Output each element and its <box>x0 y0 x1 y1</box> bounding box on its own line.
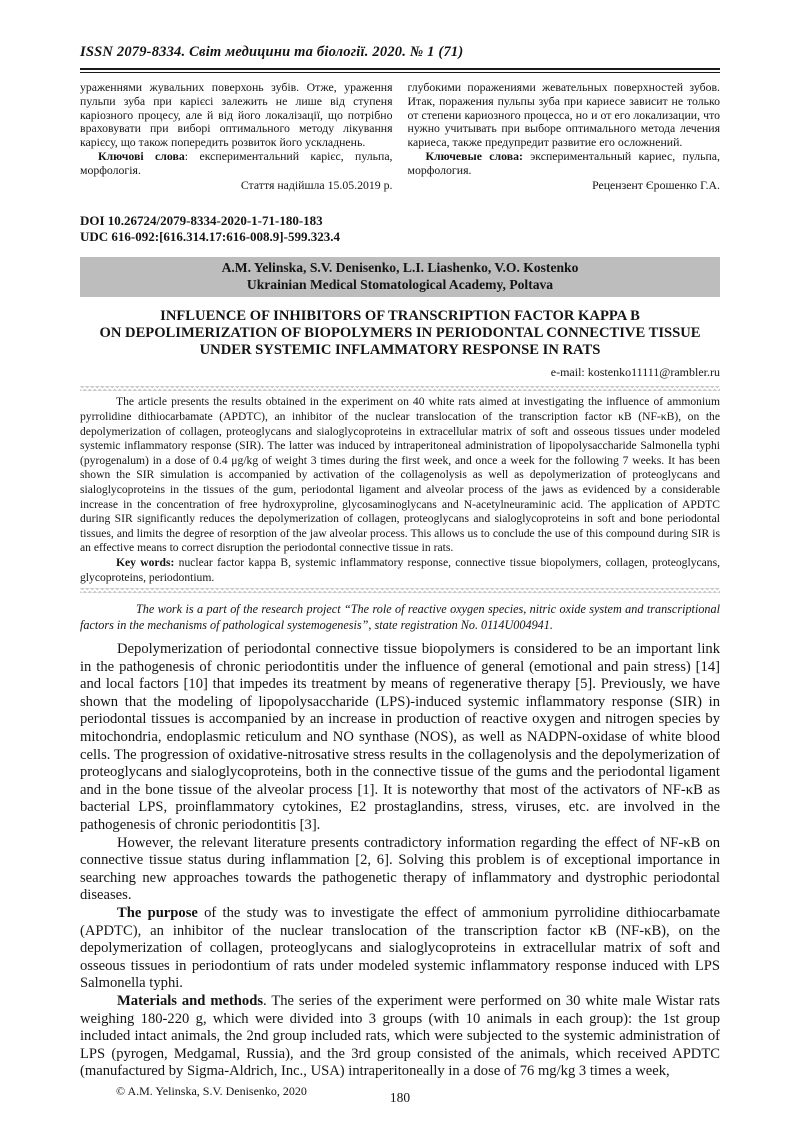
article-body <box>80 641 720 1081</box>
summary-text-ru: глубокими поражениями жевательных поверхностей зубов. Итак, поражения пульпы зуба при кариесе зависит не только от степени кариозного процесса, но и от его локализации, что нужно учитывать при выборе оптимального метода лечения кариеса, также предупредит развитие его осложнений. <box>407 80 720 150</box>
article-title-line-2: ON DEPOLIMERIZATION OF BIOPOLYMERS IN PERIODONTAL CONNECTIVE TISSUE <box>99 325 701 342</box>
body-paragraph-methods <box>80 993 720 1081</box>
identifier-block <box>80 213 720 245</box>
purpose-text: of the study was to investigate the effect of ammonium pyrrolidine dithiocarbamate (APDTC), an inhibitor of the nuclear translocation of the transcription factor κB (NF-κB), on the depolymerization of collagen, proteoglycans and sialoglycoproteins in extracellular matrix of soft and osseous tissues in periodontium of rats under modeled systemic inflammatory response induced with LPS Salmonella typhi. <box>80 905 720 992</box>
abstract-keywords <box>80 556 720 585</box>
keywords-text-ua: : експериментальний карієс, пульпа, морфологія. <box>80 148 393 177</box>
methods-lead: Materials and methods <box>117 992 264 1009</box>
journal-header: ISSN 2079-8334. Світ медицини та біології. 2020. № 1 (71) <box>80 44 464 60</box>
methods-text: . The series of the experiment were performed on 30 white male Wistar rats weighing 180-220 g, which were divided into 3 groups (with 10 animals in each group): the 1st group included intact animals, the 2nd group included rats, which were subjected to the systemic administration of LPS (pyrogen, Medgamal, Russia), and the 3rd group consisted of the animals, which received APDTC (manufactured by Sigma-Aldrich, Inc., USA) intraperitoneally in a dose of 76 mg/kg 3 times a week, <box>80 992 720 1080</box>
keywords-text-ru: экспериментальный кариес, пульпа, морфология. <box>407 148 720 177</box>
abstract-keywords-text: nuclear factor kappa B, systemic inflammatory response, connective tissue biopolymers, collagen, proteoglycans, glycoproteins, periodontium. <box>80 555 720 584</box>
doi-line: DOI 10.26724/2079-8334-2020-1-71-180-183 <box>80 213 323 229</box>
abstract-text: The article presents the results obtained in the experiment on 40 white rats aimed at investigating the influence of ammonium pyrrolidine dithiocarbamate (APDTC), an inhibitor of the nuclear translocation of the transcription factor κB (NF-κB), on the depolymerization of collagen, proteoglycans and sialoglycoproteins in extracellular matrix of soft and osseous tissues under modeled systemic inflammatory response (SIR). The latter was induced by intraperitoneal administration of lipopolysaccharide Salmonella typhi (pyrogenalum) in a dose of 0.4 μg/kg of weight 3 times during the first week, and once a week for the following 7 weeks. It has been shown the SIR simulation is accompanied by activation of the collagenolysis as well as depolymerization of proteoglycans and sialoglycoproteins in the tissues of the gum, periodontal ligament and alveolar process of the jaws as evidenced by a considerable increase in the concentration of free hydroxyproline, glycosaminoglycans and N-acetylneuraminic acid. The application of APDTC during SIR significantly reduces the depolymerization of collagen, proteoglycans and sialoglycoproteins in soft and bone periodontal tissues, and limits the degree of resorption of the jaw alveolar process. This allows us to conclude the use of this compound during SIR is an effective means to correct disruption the periodontal connective tissue in rats. <box>80 395 720 555</box>
authors-line: A.M. Yelinska, S.V. Denisenko, L.I. Liashenko, V.O. Kostenko <box>221 260 579 276</box>
abstract-keywords-label: Key words: <box>116 555 175 569</box>
page-footer <box>80 1081 720 1125</box>
affiliation-line: Ukrainian Medical Stomatological Academy, Poltava <box>246 276 554 292</box>
abstract-section <box>80 386 720 593</box>
prev-article-right-column <box>408 81 721 192</box>
footer-copyright: © A.M. Yelinska, S.V. Denisenko, 2020 <box>116 1083 307 1098</box>
purpose-lead: The purpose <box>117 905 198 921</box>
previous-article-summaries <box>80 81 720 192</box>
prev-article-left-column <box>80 81 393 192</box>
keywords-label-ru: Ключевые слова: <box>425 148 523 163</box>
abstract-body <box>80 391 720 588</box>
abstract-zigzag-divider-bottom <box>80 588 720 593</box>
body-paragraph-intro: Depolymerization of periodontal connective tissue biopolymers is considered to be an important link in the pathogenesis of chronic periodontitis under the influence of general (emotional and pain stress) [14] and local factors [10] that impedes its treatment by means of regenerative therapy [5]. Previously, we have shown that the modeling of lipopolysaccharide (LPS)-induced systemic inflammatory response (SIR) in periodontal tissues is accompanied by an increase in production of reactive oxygen and nitrogen species by mitochondria, endoplasmic reticulum and NO synthase (NOS), as well as NADPN-oxidase of white blood cells. The progression of oxidative-nitrosative stress results in the collagenolysis and the depolymerization of proteoglycans and sialoglycoproteins, both in the connective tissue of the gums and the periodontal ligament and in the bone tissue of the alveolar process [1]. It is noteworthy that most of the activators of NF-κB as bacterial LPS, proinflammatory cytokines, E2 prostaglandins, stress, viruses, etc. are involved in the pathogenesis of chronic periodontitis [3]. <box>80 641 720 834</box>
summary-text-ua: ураженнями жувальних поверхонь зубів. Отже, ураження пульпи зуба при карієсі залежить не лише від ступеня каріозного процесу, але й від його локалізації, що потрібно враховувати при виборі оптимального методу лікування карієсу, що також попередить розвиток його ускладнень. <box>80 80 393 150</box>
body-paragraph-purpose <box>80 905 720 993</box>
authors-band <box>80 257 720 297</box>
keywords-label-ua: Ключові слова <box>98 148 185 163</box>
article-received-date: Стаття надійшла 15.05.2019 р. <box>240 177 393 192</box>
article-title <box>80 308 720 359</box>
header-double-rule <box>80 68 720 73</box>
article-title-line-1: INFLUENCE OF INHIBITORS OF TRANSCRIPTION FACTOR KAPPA B <box>160 308 640 325</box>
reviewer-note: Рецензент Єрошенко Г.А. <box>592 177 720 192</box>
email-line: e-mail: kostenko11111@rambler.ru <box>550 365 720 380</box>
udc-line: UDC 616-092:[616.314.17:616-008.9]-599.323.4 <box>80 229 340 245</box>
page-number: 180 <box>389 1089 411 1105</box>
body-paragraph-problem: However, the relevant literature presents contradictory information regarding the effect of NF-κB on connective tissue status during inflammation [2, 6]. Solving this problem is of exceptional importance in searching new approaches towards the pathogenetic therapy of inflammatory and dystrophic periodontal diseases. <box>80 834 720 904</box>
keywords-paragraph-ua <box>80 150 393 178</box>
keywords-paragraph-ru <box>408 150 721 178</box>
project-note: The work is a part of the research project “The role of reactive oxygen species, nitric oxide system and transcriptional factors in the mechanisms of pathological systemogenesis”, state registration No. 0114U004941. <box>80 602 720 632</box>
article-title-line-3: UNDER SYSTEMIC INFLAMMATORY RESPONSE IN RATS <box>199 342 601 359</box>
